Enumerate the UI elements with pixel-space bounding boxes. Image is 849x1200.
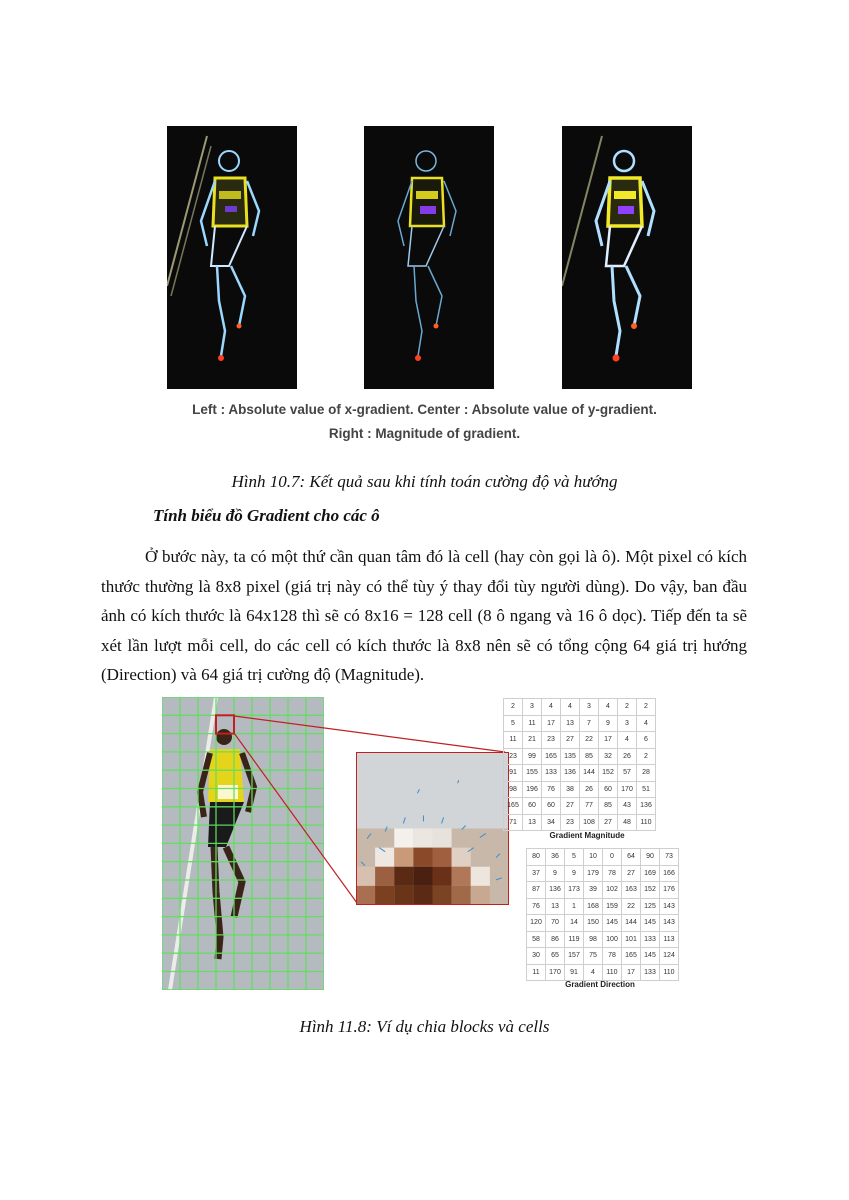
table-cell: 166 <box>660 865 679 882</box>
table-cell: 176 <box>660 882 679 899</box>
table-row <box>504 798 656 815</box>
table-cell: 4 <box>542 699 561 716</box>
table-cell: 163 <box>622 882 641 899</box>
table-cell: 3 <box>618 715 637 732</box>
table-cell: 23 <box>561 814 580 831</box>
table-cell: 100 <box>603 931 622 948</box>
table-cell: 65 <box>546 948 565 965</box>
table-cell: 27 <box>622 865 641 882</box>
table-cell: 28 <box>637 765 656 782</box>
table-cell: 58 <box>527 931 546 948</box>
table-cell: 64 <box>622 849 641 866</box>
table-cell: 57 <box>618 765 637 782</box>
table-cell: 78 <box>603 948 622 965</box>
table-cell: 4 <box>599 699 618 716</box>
table-cell: 9 <box>546 865 565 882</box>
table-cell: 26 <box>580 781 599 798</box>
table-cell: 144 <box>622 915 641 932</box>
figure-11-8-title: Hình 11.8: Ví dụ chia blocks và cells <box>299 1017 550 1036</box>
table-cell: 85 <box>580 748 599 765</box>
table-cell: 9 <box>565 865 584 882</box>
table-cell: 38 <box>561 781 580 798</box>
table-cell: 30 <box>527 948 546 965</box>
table-cell: 9 <box>599 715 618 732</box>
table-cell: 120 <box>527 915 546 932</box>
body-paragraph: Ở bước này, ta có một thứ cần quan tâm đó là cell (hay còn gọi là ô). Một pixel có kích thước thường là 8x8 pixel (giá trị này có thể tùy ý thay đổi tùy người dùng). Do vậy, ban đầu ảnh có kích thước là 64x128 thì sẽ có 8x16 = 128 cell (8 ô ngang và 16 ô dọc). Tiếp đến ta sẽ xét lần lượt mỗi cell, do các cell có kích thước là 8x8 nên sẽ có tổng cộng 64 giá trị hướng (Direction) và 64 giá trị cường độ (Magnitude). <box>101 547 747 684</box>
table-cell: 11 <box>523 715 542 732</box>
table-row <box>504 699 656 716</box>
runner-grid-image <box>162 697 324 990</box>
gradient-magnitude-table <box>503 698 656 831</box>
table-cell: 11 <box>527 964 546 981</box>
table-cell: 165 <box>504 798 523 815</box>
table-cell: 124 <box>660 948 679 965</box>
table-cell: 173 <box>565 882 584 899</box>
table-cell: 48 <box>618 814 637 831</box>
table-cell: 14 <box>565 915 584 932</box>
table-row <box>504 765 656 782</box>
table-cell: 75 <box>584 948 603 965</box>
table-row <box>527 865 679 882</box>
table-row <box>527 915 679 932</box>
table-cell: 157 <box>565 948 584 965</box>
table-cell: 39 <box>584 882 603 899</box>
figure-caption-line-1: Left : Absolute value of x-gradient. Center : Absolute value of y-gradient. <box>192 402 657 417</box>
table-cell: 26 <box>618 748 637 765</box>
table-cell: 60 <box>542 798 561 815</box>
table-cell: 73 <box>660 849 679 866</box>
table-cell: 27 <box>561 798 580 815</box>
table-cell: 196 <box>523 781 542 798</box>
table-cell: 23 <box>542 732 561 749</box>
table-cell: 133 <box>641 964 660 981</box>
table-cell: 2 <box>637 748 656 765</box>
table-cell: 4 <box>637 715 656 732</box>
table-cell: 23 <box>504 748 523 765</box>
gradient-direction-table <box>526 848 679 981</box>
table-cell: 3 <box>523 699 542 716</box>
table-cell: 133 <box>542 765 561 782</box>
gradient-magnitude-image <box>562 126 692 389</box>
table-cell: 27 <box>561 732 580 749</box>
x-gradient-runner-drawing <box>167 126 297 389</box>
zoomed-cell-pixels <box>357 753 508 904</box>
table-cell: 60 <box>523 798 542 815</box>
table-cell: 36 <box>546 849 565 866</box>
table-cell: 77 <box>580 798 599 815</box>
table-cell: 159 <box>603 898 622 915</box>
y-gradient-runner-drawing <box>364 126 494 389</box>
x-gradient-image <box>167 126 297 389</box>
table-cell: 17 <box>599 732 618 749</box>
table-row <box>504 814 656 831</box>
table-cell: 165 <box>542 748 561 765</box>
table-cell: 136 <box>561 765 580 782</box>
table-cell: 168 <box>584 898 603 915</box>
table-cell: 4 <box>584 964 603 981</box>
table-cell: 98 <box>504 781 523 798</box>
table-cell: 34 <box>542 814 561 831</box>
table-cell: 85 <box>599 798 618 815</box>
table-cell: 22 <box>622 898 641 915</box>
table-cell: 1 <box>565 898 584 915</box>
table-cell: 4 <box>561 699 580 716</box>
table-cell: 143 <box>660 898 679 915</box>
table-cell: 13 <box>523 814 542 831</box>
table-cell: 7 <box>580 715 599 732</box>
y-gradient-image <box>364 126 494 389</box>
table-cell: 152 <box>599 765 618 782</box>
table-cell: 11 <box>504 732 523 749</box>
table-cell: 145 <box>641 915 660 932</box>
table-row <box>504 715 656 732</box>
table-cell: 71 <box>504 814 523 831</box>
table-cell: 110 <box>660 964 679 981</box>
table-cell: 170 <box>618 781 637 798</box>
table-cell: 86 <box>546 931 565 948</box>
table-cell: 143 <box>660 915 679 932</box>
table-cell: 87 <box>527 882 546 899</box>
table-cell: 6 <box>637 732 656 749</box>
table-cell: 133 <box>641 931 660 948</box>
table-row <box>504 748 656 765</box>
table-cell: 108 <box>580 814 599 831</box>
table-cell: 2 <box>637 699 656 716</box>
table-cell: 91 <box>504 765 523 782</box>
table-cell: 3 <box>580 699 599 716</box>
table-cell: 13 <box>546 898 565 915</box>
table-cell: 76 <box>527 898 546 915</box>
table-cell: 169 <box>641 865 660 882</box>
table-cell: 99 <box>523 748 542 765</box>
table-cell: 17 <box>622 964 641 981</box>
table-cell: 0 <box>603 849 622 866</box>
table-cell: 70 <box>546 915 565 932</box>
table-cell: 110 <box>637 814 656 831</box>
table-cell: 17 <box>542 715 561 732</box>
table-row <box>527 898 679 915</box>
magnitude-runner-drawing <box>562 126 692 389</box>
table-cell: 110 <box>603 964 622 981</box>
table-cell: 5 <box>565 849 584 866</box>
table-cell: 22 <box>580 732 599 749</box>
gradient-direction-label: Gradient Direction <box>565 980 635 989</box>
figure-caption-line-2: Right : Magnitude of gradient. <box>328 426 521 441</box>
table-cell: 165 <box>622 948 641 965</box>
table-cell: 136 <box>637 798 656 815</box>
table-row <box>504 732 656 749</box>
table-cell: 170 <box>546 964 565 981</box>
table-cell: 113 <box>660 931 679 948</box>
table-row <box>527 948 679 965</box>
table-cell: 136 <box>546 882 565 899</box>
table-cell: 144 <box>580 765 599 782</box>
table-cell: 51 <box>637 781 656 798</box>
table-cell: 98 <box>584 931 603 948</box>
table-cell: 32 <box>599 748 618 765</box>
table-cell: 145 <box>603 915 622 932</box>
table-cell: 43 <box>618 798 637 815</box>
table-cell: 76 <box>542 781 561 798</box>
table-row <box>527 931 679 948</box>
table-cell: 119 <box>565 931 584 948</box>
table-cell: 10 <box>584 849 603 866</box>
runner-grid-drawing <box>162 697 324 990</box>
body-text <box>101 542 747 690</box>
table-cell: 78 <box>603 865 622 882</box>
table-row <box>527 849 679 866</box>
table-cell: 60 <box>599 781 618 798</box>
table-cell: 150 <box>584 915 603 932</box>
table-cell: 2 <box>618 699 637 716</box>
table-cell: 21 <box>523 732 542 749</box>
table-cell: 90 <box>641 849 660 866</box>
table-row <box>527 964 679 981</box>
table-cell: 135 <box>561 748 580 765</box>
table-cell: 179 <box>584 865 603 882</box>
table-cell: 101 <box>622 931 641 948</box>
table-cell: 27 <box>599 814 618 831</box>
table-cell: 2 <box>504 699 523 716</box>
table-cell: 145 <box>641 948 660 965</box>
table-cell: 125 <box>641 898 660 915</box>
table-cell: 80 <box>527 849 546 866</box>
table-cell: 155 <box>523 765 542 782</box>
table-row <box>527 882 679 899</box>
table-cell: 5 <box>504 715 523 732</box>
table-cell: 37 <box>527 865 546 882</box>
table-row <box>504 781 656 798</box>
figure-10-7-title: Hình 10.7: Kết quả sau khi tính toán cường độ và hướng <box>231 472 618 491</box>
zoomed-cell-view <box>356 752 509 905</box>
table-cell: 102 <box>603 882 622 899</box>
table-cell: 13 <box>561 715 580 732</box>
table-cell: 91 <box>565 964 584 981</box>
gradient-magnitude-label: Gradient Magnitude <box>549 831 625 840</box>
section-heading: Tính biểu đồ Gradient cho các ô <box>153 506 380 525</box>
table-cell: 4 <box>618 732 637 749</box>
table-cell: 152 <box>641 882 660 899</box>
